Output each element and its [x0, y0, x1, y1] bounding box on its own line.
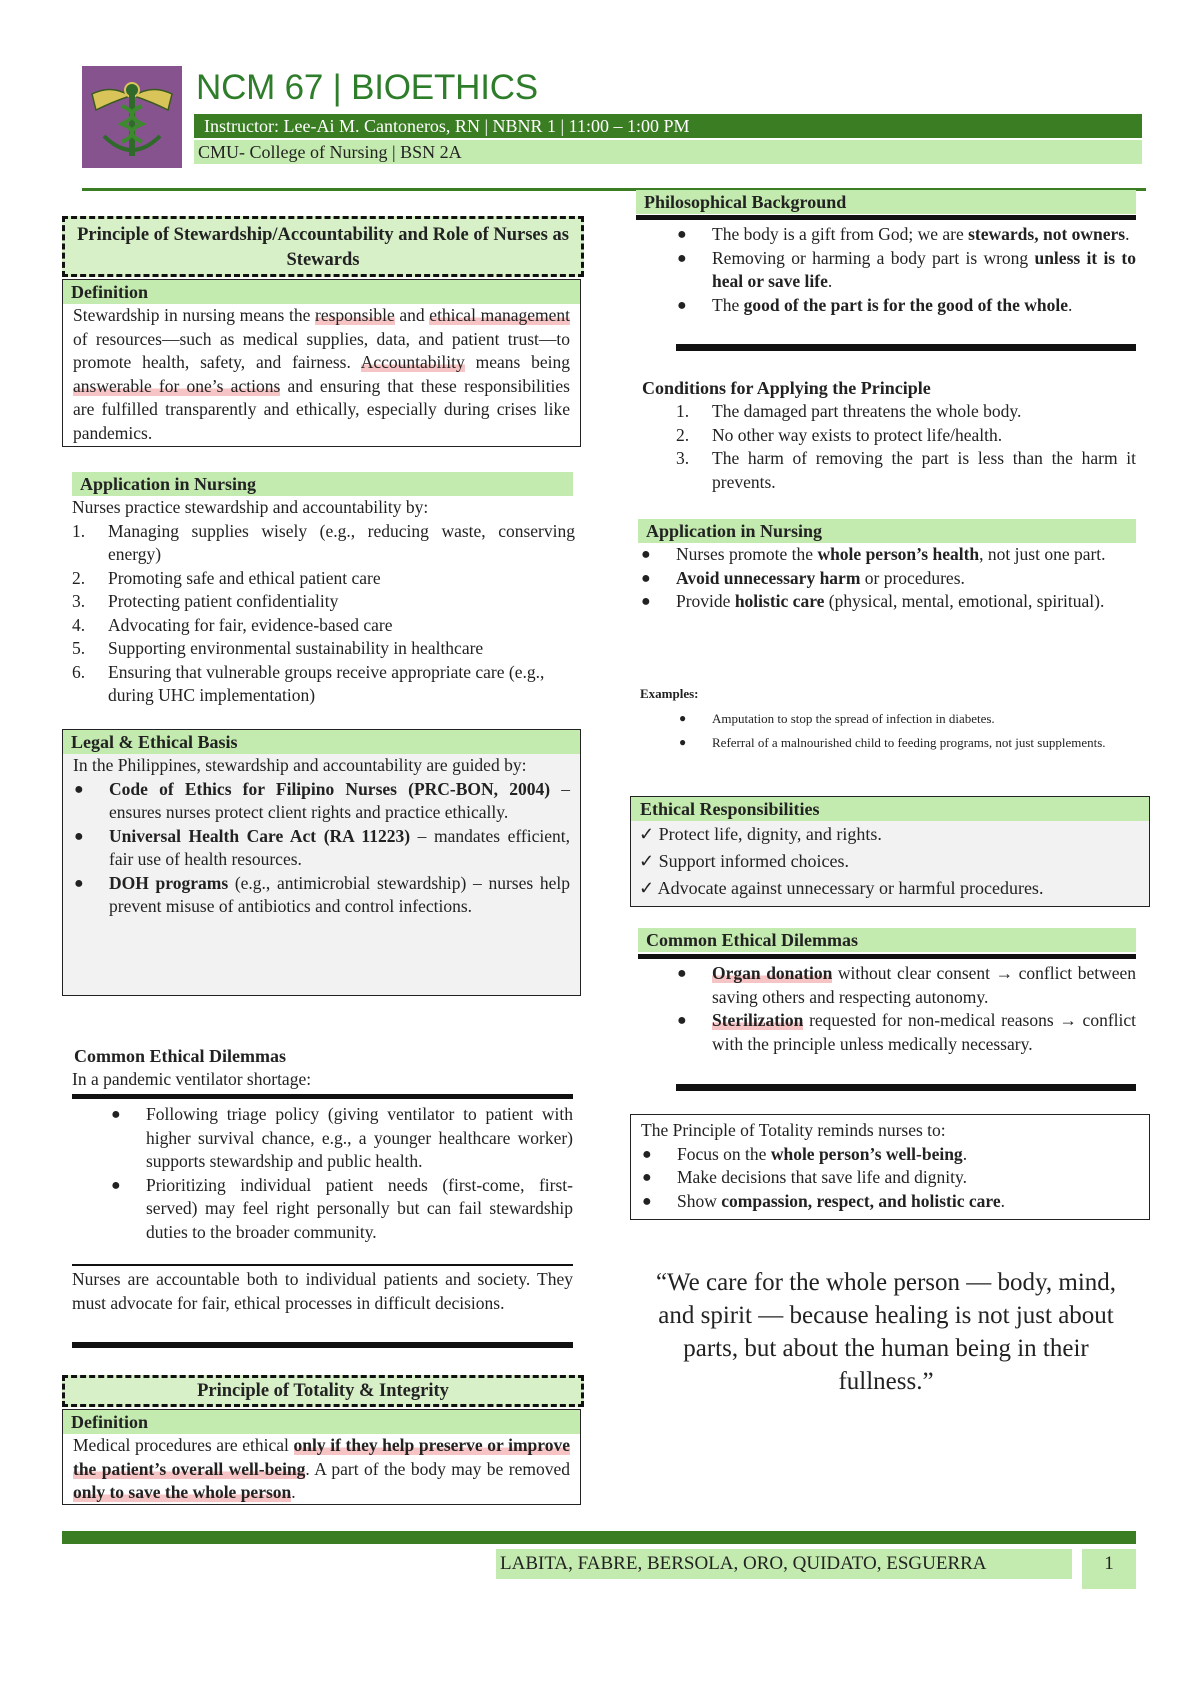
application-list-right: [641, 543, 1136, 614]
legal-basis-box: [62, 729, 581, 996]
list-item: ● Prioritizing individual patient needs (first-come, first-served) may feel right personally but can fail stewardship duties to the broader community.: [111, 1174, 573, 1242]
divider-bar: [636, 215, 1136, 220]
list-item: 2. Promoting safe and ethical patient care: [72, 567, 381, 588]
legal-heading: Legal & Ethical Basis: [63, 730, 580, 754]
list-item: ● Amputation to stop the spread of infection in diabetes.: [679, 711, 995, 726]
philosophical-heading: Philosophical Background: [636, 190, 1136, 214]
ethical-item: ✓ Support informed choices.: [639, 851, 850, 871]
definition-heading: Definition: [63, 1410, 580, 1434]
footer-bar: [62, 1531, 1136, 1544]
list-item: 3. The harm of removing the part is less than the harm it prevents.: [676, 448, 1136, 492]
college-bar: CMU- College of Nursing | BSN 2A: [194, 140, 1142, 164]
legal-list: [73, 778, 570, 919]
list-item: ● Following triage policy (giving ventilator to patient with higher survival chance, e.g., a younger healthcare worker) supports stewardship and public health.: [111, 1104, 573, 1171]
list-item: 1. Managing supplies wisely (e.g., reducing waste, conserving energy): [72, 520, 575, 564]
list-item: ● Show compassion, respect, and holistic care.: [642, 1190, 1005, 1211]
dilemma-list-right: [677, 962, 1136, 1056]
legal-intro: In the Philippines, stewardship and accountability are guided by:: [73, 755, 527, 775]
ethical-item: ✓ Advocate against unnecessary or harmful procedures.: [639, 878, 1044, 898]
document-title: NCM 67 | BIOETHICS: [196, 68, 538, 107]
dilemma-intro-left: In a pandemic ventilator shortage:: [72, 1069, 312, 1089]
divider-line: [72, 1264, 573, 1266]
divider-bar: [676, 1084, 1136, 1091]
list-item: ● Universal Health Care Act (RA 11223) – mandates efficient, fair use of health resources.: [74, 825, 570, 869]
ethical-heading: Ethical Responsibilities: [631, 797, 1149, 821]
list-item: ● Avoid unnecessary harm or procedures.: [641, 567, 965, 588]
divider-bar: [72, 1094, 573, 1099]
totality-title-box: Principle of Totality & Integrity: [62, 1375, 584, 1407]
stewardship-title-box: Principle of Stewardship/Accountability and Role of Nurses as Stewards: [62, 216, 584, 277]
ethical-responsibilities-box: [630, 796, 1150, 907]
totality-definition-text: Medical procedures are ethical only if they help preserve or improve the patient’s overall well-being. A part of the body may be removed only to save the whole person.: [73, 1435, 570, 1502]
dilemma-heading-right: Common Ethical Dilemmas: [638, 928, 1136, 952]
dilemma-outro-left: Nurses are accountable both to individual patients and society. They must advocate for fair, ethical processes in difficult decisions.: [72, 1269, 573, 1313]
list-item: ● Removing or harming a body part is wrong unless it is to heal or save life.: [677, 247, 1136, 291]
divider-bar: [72, 1342, 573, 1348]
conditions-heading: Conditions for Applying the Principle: [642, 378, 931, 398]
closing-quote: “We care for the whole person — body, mind, and spirit — because healing is not just about parts, but about the human being in their fullness.”: [655, 1269, 1117, 1395]
caduceus-logo: [82, 66, 182, 168]
dilemma-list-left: [111, 1103, 573, 1244]
list-item: ● Focus on the whole person’s well-being.: [642, 1143, 968, 1164]
stewardship-definition-box: [62, 279, 581, 447]
definition-text: Stewardship in nursing means the responsible and ethical management of resources—such as medical supplies, data, and patient trust—to promote health, safety, and fairness. Accountability means being answerable for one’s actions and ensuring that these responsibilities are fulfilled transparently and ethically, especially during crises like pandemics.: [73, 305, 570, 443]
ethical-item: ✓ Protect life, dignity, and rights.: [639, 824, 882, 844]
examples-list: [679, 709, 1136, 752]
instructor-bar: Instructor: Lee-Ai M. Cantoneros, RN | NBNR 1 | 11:00 – 1:00 PM: [194, 114, 1142, 138]
application-list: [72, 520, 575, 708]
list-item: 4. Advocating for fair, evidence-based care: [72, 614, 393, 635]
definition-heading: Definition: [63, 280, 580, 304]
application-heading-right: Application in Nursing: [638, 519, 1136, 543]
list-item: 5. Supporting environmental sustainability in healthcare: [72, 638, 484, 658]
list-item: ● Make decisions that save life and dignity.: [642, 1167, 967, 1187]
footer-authors: LABITA, FABRE, BERSOLA, ORO, QUIDATO, ESGUERRA: [496, 1549, 1072, 1579]
list-item: ● Sterilization requested for non-medical reasons → conflict with the principle unless medically necessary.: [677, 1010, 1136, 1054]
examples-heading: Examples:: [640, 686, 699, 701]
list-item: 2. No other way exists to protect life/health.: [676, 424, 1003, 445]
divider-bar: [638, 954, 1136, 959]
list-item: 1. The damaged part threatens the whole body.: [676, 401, 1022, 421]
page-number: 1: [1082, 1549, 1136, 1589]
list-item: ● Nurses promote the whole person’s health, not just one part.: [641, 544, 1106, 564]
totality-intro: The Principle of Totality reminds nurses to:: [641, 1120, 946, 1140]
list-item: ● Organ donation without clear consent → conflict between saving others and respecting autonomy.: [677, 963, 1136, 1007]
list-item: 3. Protecting patient confidentiality: [72, 591, 339, 611]
list-item: ● The body is a gift from God; we are stewards, not owners.: [677, 224, 1130, 244]
application-heading-left: Application in Nursing: [72, 472, 573, 496]
list-item: ● Code of Ethics for Filipino Nurses (PRC-BON, 2004) – ensures nurses protect client rights and practice ethically.: [74, 778, 571, 822]
list-item: ● Referral of a malnourished child to feeding programs, not just supplements.: [679, 735, 1106, 750]
list-item: 6. Ensuring that vulnerable groups receive appropriate care (e.g., during UHC implementation): [72, 661, 545, 705]
list-item: ● The good of the part is for the good of the whole.: [677, 294, 1073, 315]
totality-definition-box: [62, 1409, 581, 1505]
list-item: ● DOH programs (e.g., antimicrobial stewardship) – nurses help prevent misuse of antibiotics and control infections.: [74, 872, 571, 916]
philosophical-list: [677, 223, 1136, 317]
dilemma-heading-left: Common Ethical Dilemmas: [74, 1046, 286, 1066]
list-item: ● Provide holistic care (physical, mental, emotional, spiritual).: [641, 591, 1105, 611]
divider-bar: [676, 344, 1136, 351]
application-section-left: [72, 496, 575, 708]
application-intro: Nurses practice stewardship and accountability by:: [72, 497, 429, 517]
totality-reminder-box: [630, 1114, 1150, 1220]
conditions-list: [676, 400, 1136, 494]
totality-list: [641, 1143, 1139, 1214]
